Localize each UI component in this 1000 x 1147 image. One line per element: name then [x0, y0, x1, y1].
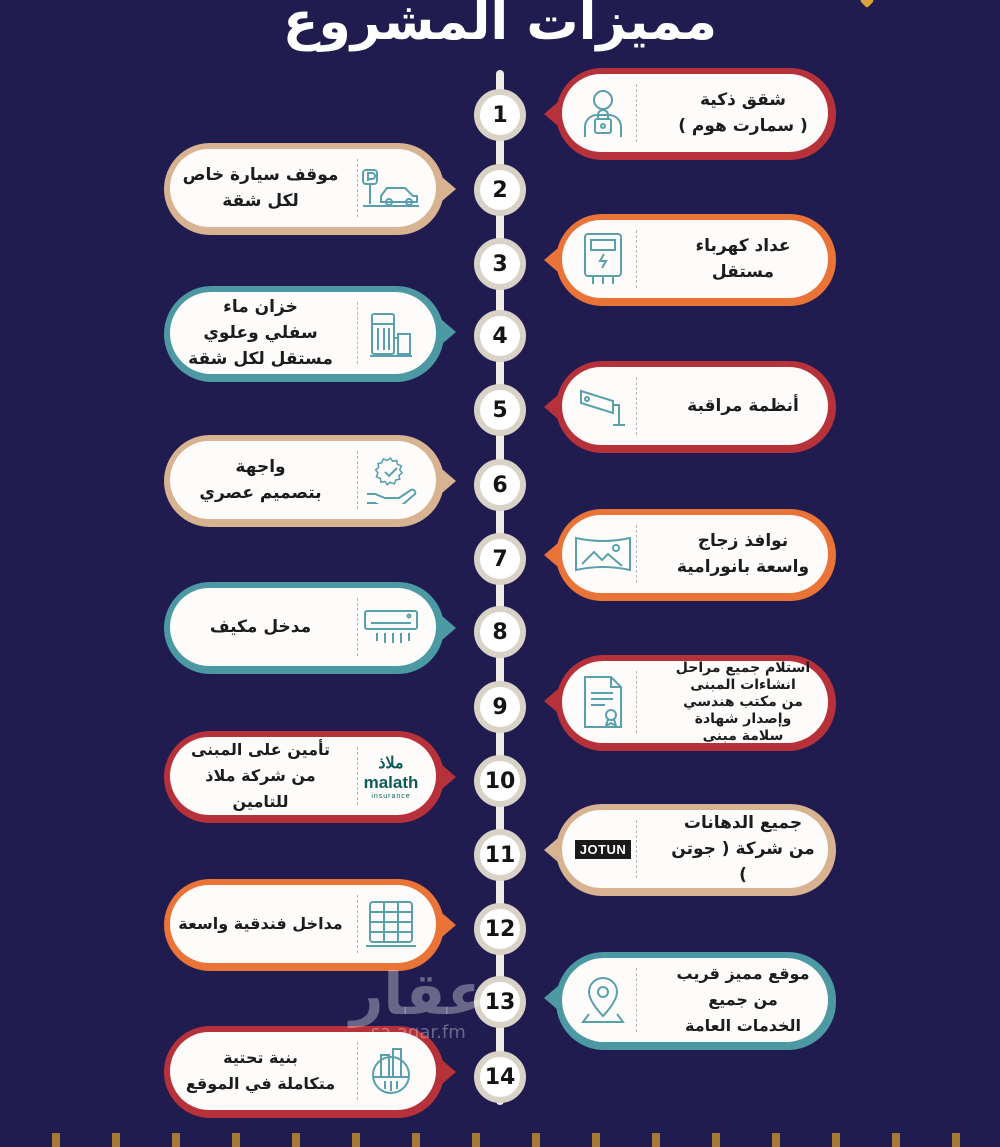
- step-number-10: 10: [474, 755, 526, 807]
- feature-text-line: أنظمة مراقبة: [687, 396, 799, 416]
- step-number-1: 1: [474, 89, 526, 141]
- card-pointer: [544, 543, 558, 567]
- card-pointer: [544, 838, 558, 862]
- feature-text-line: استلام جميع مراحل: [675, 659, 811, 676]
- step-number-4: 4: [474, 310, 526, 362]
- jotun-logo-icon: [570, 820, 637, 878]
- feature-text-line: واسعة بانورامية: [676, 557, 810, 577]
- feature-text-line: خزان ماء: [223, 297, 298, 317]
- feature-text-line: موقع مميز قريب: [676, 964, 810, 983]
- bottom-decoration: [0, 1133, 1000, 1147]
- feature-text-line: وإصدار شهادة: [694, 710, 792, 727]
- step-number-14: 14: [474, 1051, 526, 1103]
- step-number-9: 9: [474, 681, 526, 733]
- step-number-11: 11: [474, 829, 526, 881]
- card-pointer: [442, 765, 456, 789]
- smart-lock-icon: [570, 84, 637, 142]
- feature-text-line: بنية تحتية: [223, 1048, 298, 1067]
- card-pointer: [544, 248, 558, 272]
- feature-text-line: عداد كهرباء: [695, 236, 791, 256]
- step-number-13: 13: [474, 976, 526, 1028]
- feature-text-line: ( سمارت هوم ): [678, 116, 808, 136]
- watermark-url: sa.aqar.fm: [370, 1022, 466, 1043]
- jotun-logo: JOTUN: [575, 840, 632, 859]
- feature-text-line: سفلي وعلوي: [203, 323, 318, 343]
- feature-text-line: الخدمات العامة: [685, 1016, 801, 1035]
- feature-card-12: [164, 879, 444, 971]
- feature-card-6: [164, 435, 444, 527]
- card-pointer: [442, 320, 456, 344]
- card-pointer: [544, 395, 558, 419]
- feature-text-line: بتصميم عصري: [199, 483, 322, 503]
- feature-text-line: من جميع: [708, 990, 778, 1009]
- hotel-building-icon: [357, 895, 424, 953]
- feature-card-11: [556, 804, 836, 896]
- certificate-icon: [570, 671, 637, 733]
- location-pin-icon: [570, 968, 637, 1032]
- step-number-5: 5: [474, 384, 526, 436]
- feature-card-2: [164, 143, 444, 235]
- feature-card-10: [164, 731, 444, 823]
- security-camera-icon: [570, 377, 637, 435]
- feature-text-line: لكل شقة: [222, 191, 299, 211]
- feature-text-line: مستقل لكل شقة: [188, 349, 333, 369]
- feature-text-line: شقق ذكية: [699, 90, 787, 110]
- water-tank-icon: [357, 302, 424, 364]
- malath-logo-icon: [357, 747, 424, 805]
- feature-text-line: من شركة ملاذ للتامين: [205, 766, 316, 811]
- feature-text-line: من شركة ( جوتن ): [671, 839, 815, 885]
- watermark-brand: عقار: [350, 960, 487, 1028]
- feature-card-3: [556, 214, 836, 306]
- infrastructure-icon: [357, 1042, 424, 1100]
- card-pointer: [544, 986, 558, 1010]
- step-number-12: 12: [474, 903, 526, 955]
- feature-text-line: سلامة مبنى: [702, 727, 784, 744]
- malath-logo-sub: insurance: [371, 792, 411, 800]
- watermark: [350, 960, 487, 1043]
- parking-car-icon: [357, 159, 424, 217]
- feature-text-line: مداخل فندقية واسعة: [178, 914, 343, 933]
- feature-text-line: تأمين على المبنى: [190, 740, 331, 759]
- step-number-8: 8: [474, 606, 526, 658]
- card-pointer: [442, 913, 456, 937]
- card-pointer: [544, 102, 558, 126]
- feature-card-7: [556, 509, 836, 601]
- step-number-2: 2: [474, 164, 526, 216]
- step-number-7: 7: [474, 533, 526, 585]
- card-pointer: [442, 616, 456, 640]
- electric-meter-icon: [570, 230, 637, 288]
- feature-card-1: [556, 68, 836, 160]
- air-conditioner-icon: [357, 598, 424, 656]
- feature-card-13: [556, 952, 836, 1050]
- feature-card-9: [556, 655, 836, 751]
- step-number-6: 6: [474, 459, 526, 511]
- panorama-icon: [570, 525, 637, 583]
- step-number-3: 3: [474, 238, 526, 290]
- feature-text-line: نوافذ زجاج: [697, 531, 789, 551]
- feature-text-line: انشاءات المبنى: [690, 676, 796, 693]
- malath-logo-arabic: ملاذ: [378, 754, 404, 772]
- card-pointer: [442, 469, 456, 493]
- feature-text-line: جميع الدهانات: [683, 813, 803, 833]
- feature-text-line: من مكتب هندسي: [683, 693, 803, 710]
- feature-text-line: واجهة: [235, 457, 286, 477]
- card-pointer: [544, 689, 558, 713]
- feature-card-5: [556, 361, 836, 453]
- feature-card-4: [164, 286, 444, 382]
- card-pointer: [442, 177, 456, 201]
- card-pointer: [442, 1060, 456, 1084]
- feature-card-8: [164, 582, 444, 674]
- page-title: مميزات المشروع: [282, 0, 718, 52]
- feature-text-line: مدخل مكيف: [209, 617, 312, 637]
- malath-logo-english: malath: [363, 772, 419, 792]
- modern-design-icon: [357, 451, 424, 509]
- feature-text-line: مستقل: [711, 262, 775, 282]
- feature-text-line: متكاملة في الموقع: [185, 1074, 336, 1093]
- feature-text-line: موقف سيارة خاص: [182, 165, 339, 185]
